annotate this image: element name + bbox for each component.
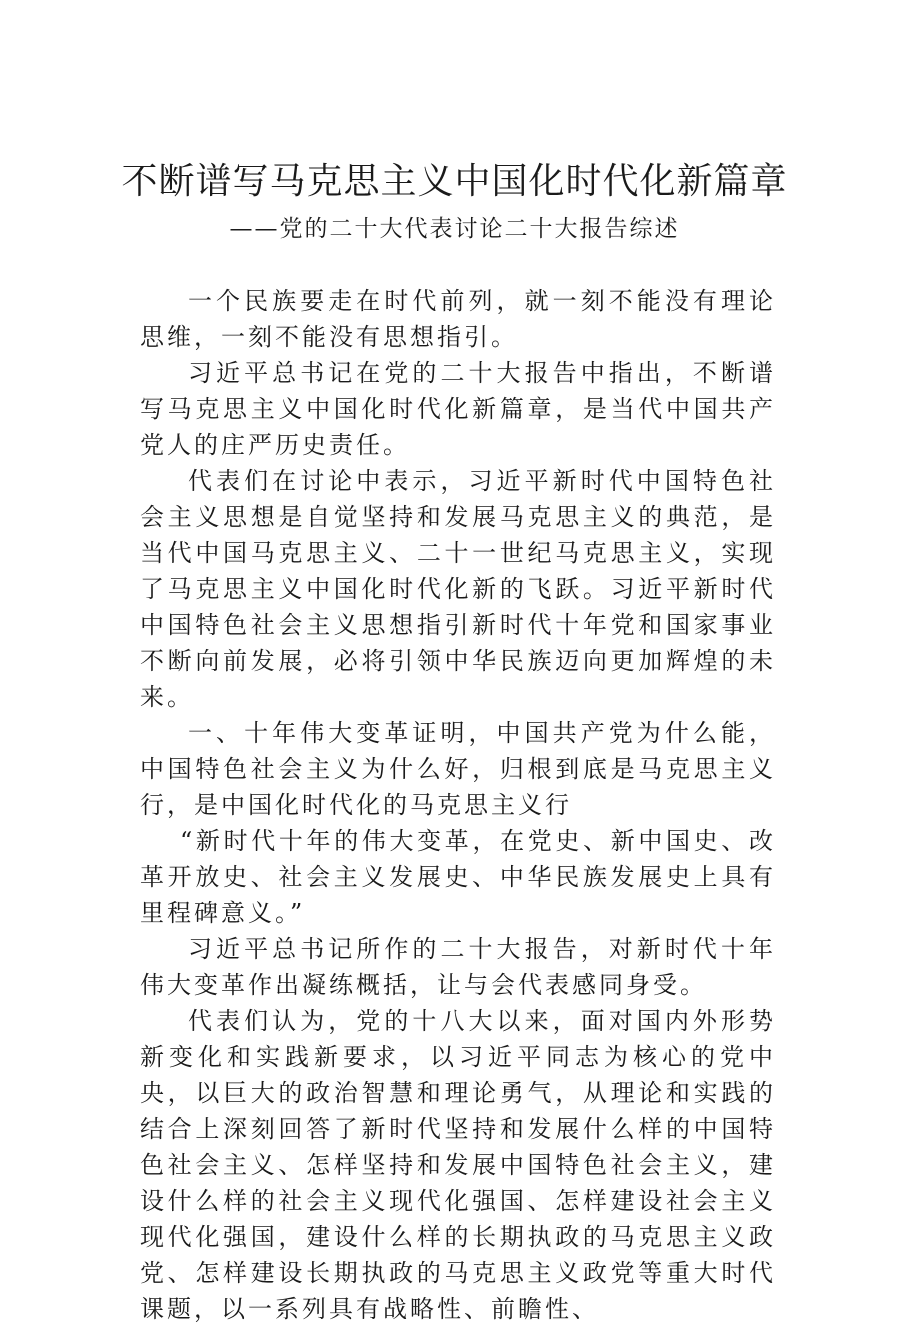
- document-title: 不断谱写马克思主义中国化时代化新篇章: [121, 161, 788, 202]
- section-heading: 一、十年伟大变革证明，中国共产党为什么能，中国特色社会主义为什么好，归根到底是马克思主义行，是中国化时代化的马克思主义行: [140, 719, 776, 819]
- paragraph: 习近平总书记所作的二十大报告，对新时代十年伟大变革作出凝练概括，让与会代表感同身受。: [140, 935, 776, 999]
- document-subtitle: ——党的二十大代表讨论二十大报告综述: [229, 216, 680, 242]
- paragraph: 代表们认为，党的十八大以来，面对国内外形势新变化和实践新要求，以习近平同志为核心的党中央，以巨大的政治智慧和理论勇气，从理论和实践的结合上深刻回答了新时代坚持和发展什么样的中国特色社会主义、怎样坚持和发展中国特色社会主义，建设什么样的社会主义现代化强国、怎样建设社会主义现代化强国，建设什么样的长期执政的马克思主义政党、怎样建设长期执政的马克思主义政党等重大时代课题，以一系列具有战略性、前瞻性、: [140, 1007, 776, 1323]
- quote-paragraph: “新时代十年的伟大变革，在党史、新中国史、改革开放史、社会主义发展史、中华民族发展史上具有里程碑意义。”: [140, 827, 776, 927]
- document-body: [140, 283, 776, 1327]
- paragraph: 代表们在讨论中表示，习近平新时代中国特色社会主义思想是自觉坚持和发展马克思主义的典范，是当代中国马克思主义、二十一世纪马克思主义，实现了马克思主义中国化时代化新的飞跃。习近平新时代中国特色社会主义思想指引新时代十年党和国家事业不断向前发展，必将引领中华民族迈向更加辉煌的未来。: [140, 467, 776, 711]
- paragraph: 一个民族要走在时代前列，就一刻不能没有理论思维，一刻不能没有思想指引。: [140, 287, 776, 351]
- paragraph: 习近平总书记在党的二十大报告中指出，不断谱写马克思主义中国化时代化新篇章，是当代中国共产党人的庄严历史责任。: [140, 359, 776, 459]
